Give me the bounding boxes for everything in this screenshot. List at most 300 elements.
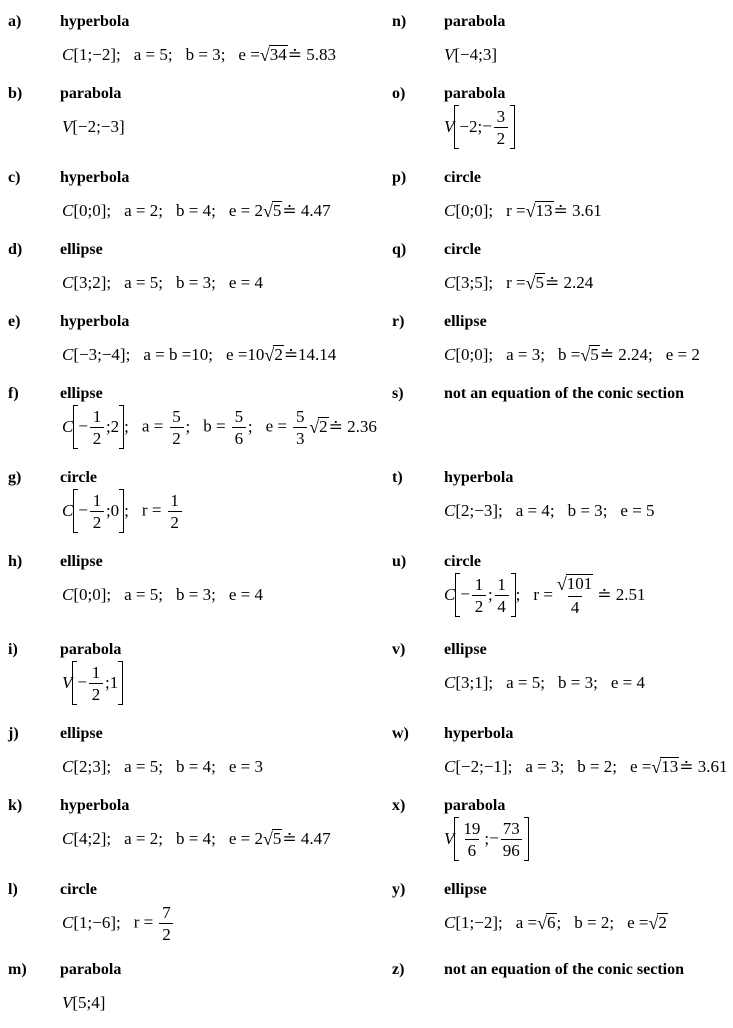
math-token-1-semi: ;: [105, 417, 111, 436]
math-token-6: ;: [211, 585, 216, 604]
math-token-0: C: [62, 585, 74, 604]
math-token-1-y: [111, 501, 120, 521]
conic-type: hyperbola: [60, 13, 130, 30]
math-token-3: a = 5: [124, 757, 159, 776]
math-token-7: e = 4: [610, 673, 645, 692]
conic-parameters: [444, 258, 593, 308]
conic-type: parabola: [444, 797, 506, 814]
conic-parameters: [62, 570, 263, 620]
math-token-7: ;: [609, 913, 615, 932]
math-token-8-rad: √: [309, 416, 320, 437]
math-token-3-rhs-frac: [168, 492, 182, 531]
math-token-6: ;: [247, 417, 253, 436]
math-token-1-y-den: 2: [494, 127, 508, 147]
math-token-1-x-den: 2: [472, 595, 486, 615]
math-token-2: ;: [106, 757, 112, 776]
math-token-3: a = b =10: [143, 345, 209, 364]
math-token-3: a = 2: [124, 829, 159, 848]
math-token-6: [264, 345, 283, 366]
math-token-1-y-sign: −: [482, 115, 492, 135]
conic-parameters: [444, 486, 655, 536]
math-token-1: [72, 661, 123, 705]
math-token-1-x: [460, 576, 488, 615]
math-token-1-x: [459, 820, 484, 859]
math-token-0: V: [62, 117, 73, 136]
math-token-1-x: [78, 408, 106, 447]
math-token-1-y-val: 1: [109, 673, 119, 692]
conic-type: not an equation of the conic section: [444, 961, 684, 978]
item-letter: t): [392, 469, 403, 486]
math-token-0: C: [62, 913, 74, 932]
conic-parameters: [444, 742, 728, 792]
conic-type: ellipse: [444, 881, 487, 898]
math-token-3-rhs-num: 7: [162, 902, 171, 922]
math-token-3: a = 5: [124, 273, 159, 292]
conic-parameters: [444, 814, 529, 864]
item-letter: m): [8, 961, 27, 978]
conic-parameters: [444, 898, 668, 948]
conic-type: circle: [60, 469, 98, 486]
math-token-0: C: [444, 501, 456, 520]
math-token-1: [−3;−4]: [73, 345, 126, 364]
math-token-8-rad: √: [259, 44, 270, 65]
math-token-0: C: [444, 585, 456, 604]
math-token-3: [142, 408, 186, 447]
conic-type: parabola: [444, 85, 506, 102]
math-token-8-radicand: 2: [319, 417, 328, 437]
conic-type: parabola: [60, 85, 122, 102]
conic-parameters: [444, 658, 645, 708]
math-token-5: [203, 408, 248, 447]
math-token-8-radicand: 34: [269, 45, 287, 65]
conic-type: circle: [444, 553, 482, 570]
conic-parameters: [444, 102, 515, 152]
math-token-7-lhs: e =: [265, 415, 292, 435]
conic-parameters: [62, 658, 123, 708]
math-token-8-radicand: 5: [272, 201, 282, 221]
item-letter: a): [8, 13, 22, 30]
math-token-3-rhs-den: 2: [159, 923, 173, 943]
math-token-4-rad: √: [537, 912, 547, 933]
math-token-1: [3;2]: [73, 273, 107, 292]
math-token-1-y-den: 96: [502, 840, 520, 860]
math-token-0: C: [62, 417, 74, 436]
math-token-1-y-val: 2: [110, 417, 120, 436]
math-token-2: ;: [488, 201, 494, 220]
math-token-1-semi: ;: [477, 117, 483, 136]
math-token-1-y: [110, 673, 119, 693]
math-token-1-x-den: 2: [90, 427, 104, 447]
math-token-1-semi: ;: [104, 673, 110, 692]
item-letter: r): [392, 313, 405, 330]
math-token-1-x: [77, 664, 105, 703]
math-token-3-rhs-den: 2: [170, 427, 184, 447]
math-token-7: e = 5: [620, 501, 655, 520]
math-token-9: ≐ 5.83: [287, 45, 336, 64]
math-token-4: ;: [158, 585, 163, 604]
math-token-1: [1;−2]: [455, 913, 498, 932]
item-letter: j): [8, 725, 19, 742]
math-token-1-x-frac: [461, 820, 482, 859]
math-token-1-y-num: 73: [502, 818, 520, 838]
conic-parameters: [62, 186, 331, 236]
math-token-0: C: [62, 757, 74, 776]
conic-type: hyperbola: [60, 313, 130, 330]
math-token-1-y-den: 4: [495, 595, 509, 615]
conic-parameters: [444, 186, 602, 236]
item-letter: o): [392, 85, 406, 102]
math-token-2: ;: [488, 673, 494, 692]
math-token-4-rad: √: [556, 574, 567, 594]
math-token-3: a = 2: [124, 201, 159, 220]
math-token-9-rad: √: [648, 912, 659, 933]
math-token-3-lhs: r =: [141, 499, 166, 519]
math-token-1-x-val: 2: [468, 117, 478, 136]
math-token-9: [648, 913, 667, 934]
math-token-4: ;: [167, 45, 173, 64]
math-token-4: ;: [540, 673, 545, 692]
math-token-7: e =: [630, 757, 652, 776]
math-token-4: [526, 201, 554, 222]
conic-parameters: [62, 898, 175, 948]
math-token-3-lhs: r =: [133, 911, 158, 931]
math-token-9: ≐ 4.47: [282, 201, 331, 220]
math-token-1-x-sign: −: [78, 499, 88, 519]
math-token-2: ;: [497, 501, 503, 520]
conic-type: circle: [444, 241, 482, 258]
math-token-6: ;: [593, 673, 598, 692]
math-token-6: [580, 345, 599, 366]
item-letter: g): [8, 469, 22, 486]
math-token-5: b = 3: [558, 673, 594, 692]
conic-parameters: [62, 330, 336, 380]
math-token-0: C: [444, 345, 456, 364]
math-token-0: C: [444, 201, 456, 220]
math-token-5: ≐ 3.61: [553, 201, 602, 220]
math-token-4: ;: [158, 201, 163, 220]
math-token-6: b = 2: [574, 913, 610, 932]
math-token-7: e = 2: [228, 201, 263, 220]
math-token-8: [263, 201, 282, 222]
item-letter: k): [8, 797, 23, 814]
math-token-0: C: [62, 45, 74, 64]
math-token-3-rhs: [168, 406, 186, 448]
math-token-1: [4;2]: [73, 829, 107, 848]
math-token-3-rhs-num: 5: [172, 406, 181, 426]
math-token-5: b = 2: [577, 757, 613, 776]
math-token-1: [73, 405, 124, 449]
math-token-4-num: [555, 574, 595, 596]
math-token-1: [455, 573, 515, 617]
math-token-3: a = 5: [124, 585, 159, 604]
item-letter: y): [392, 881, 406, 898]
math-token-1-x-frac: [90, 492, 104, 531]
math-token-3: a = 5: [506, 673, 541, 692]
math-token-4: ;: [158, 757, 163, 776]
conic-type: parabola: [60, 641, 122, 658]
math-token-5: e =10: [226, 345, 265, 364]
math-token-4: [526, 273, 545, 294]
math-token-3-lhs: a =: [141, 415, 168, 435]
math-token-1: [0;0]: [73, 585, 107, 604]
math-token-3-rhs: [157, 902, 175, 944]
math-token-1-y: [493, 576, 511, 615]
math-token-6: ;: [602, 501, 608, 520]
math-token-5: ;: [556, 913, 562, 932]
math-token-1-y-sign: −: [489, 827, 499, 847]
math-token-3: r =: [533, 585, 553, 604]
math-token-6: ;: [220, 45, 226, 64]
item-letter: c): [8, 169, 21, 186]
conic-type: hyperbola: [444, 469, 514, 486]
conic-parameters: [62, 814, 331, 864]
math-token-3-rhs-num: 1: [170, 490, 179, 510]
math-token-4-radicand: 5: [535, 273, 545, 293]
math-token-9: ≐ 3.61: [679, 757, 728, 776]
math-token-2: ;: [115, 45, 121, 64]
math-token-2: ;: [125, 345, 131, 364]
math-token-0: V: [444, 117, 455, 136]
math-token-4: ;: [208, 345, 214, 364]
math-token-5: b = 4: [176, 757, 212, 776]
math-token-0: V: [444, 45, 455, 64]
math-token-1-semi: ;: [487, 585, 493, 604]
conic-parameters: [62, 742, 263, 792]
math-token-3: r =: [506, 201, 526, 220]
item-letter: x): [392, 797, 406, 814]
math-token-3-rhs-den: 2: [168, 511, 182, 531]
math-token-0: C: [444, 673, 456, 692]
math-token-4: ;: [549, 501, 555, 520]
item-letter: f): [8, 385, 19, 402]
math-token-1-x: [78, 492, 106, 531]
item-letter: s): [392, 385, 404, 402]
math-token-1-y-val: 0: [110, 501, 120, 520]
math-token-4-frac: [555, 574, 595, 616]
math-token-5-rhs-den: 6: [232, 427, 246, 447]
math-token-3-rhs-frac: [159, 904, 173, 943]
math-token-7-rhs: [291, 406, 309, 448]
math-token-1: [0;0]: [455, 345, 489, 364]
conic-type: circle: [444, 169, 482, 186]
math-token-7: e = 3: [228, 757, 263, 776]
math-token-0: C: [62, 273, 74, 292]
item-letter: b): [8, 85, 23, 102]
conic-parameters: [62, 30, 336, 80]
math-token-7: e = 4: [228, 273, 263, 292]
math-token-4: ;: [540, 345, 545, 364]
math-token-1: [−4;3]: [454, 45, 498, 64]
math-token-4-radicand: 6: [547, 913, 556, 933]
conic-type: ellipse: [60, 725, 103, 742]
conic-parameters: [62, 486, 184, 536]
item-letter: u): [392, 553, 407, 570]
math-token-1-y-frac: [494, 108, 508, 147]
item-letter: l): [8, 881, 18, 898]
conic-parameters: [62, 258, 263, 308]
math-token-0: V: [444, 829, 455, 848]
math-token-2: ;: [497, 913, 503, 932]
conic-parameters: [62, 102, 125, 152]
math-token-7: ≐ 2.24: [599, 345, 648, 364]
math-token-2: ;: [507, 757, 513, 776]
math-token-1-x-den: 6: [465, 839, 479, 859]
math-token-1: [3;5]: [455, 273, 489, 292]
math-token-5: b = 4: [176, 829, 212, 848]
math-token-2: ;: [124, 417, 129, 436]
math-token-4-den: 4: [568, 596, 582, 616]
math-token-5: b =: [558, 345, 581, 364]
math-token-6: ;: [211, 273, 216, 292]
math-token-5: ≐ 2.51: [597, 585, 646, 604]
conic-parameters: [62, 978, 105, 1028]
math-token-7: e = 4: [228, 585, 263, 604]
math-token-5: b = 3: [185, 45, 221, 64]
conic-type: hyperbola: [60, 797, 130, 814]
math-token-1-x-num: 19: [463, 818, 481, 838]
math-token-4: ;: [158, 273, 163, 292]
conic-parameters: [62, 402, 377, 452]
math-token-5: b = 3: [567, 501, 603, 520]
math-token-1-y-num: 1: [497, 574, 506, 594]
math-token-5: b = 4: [176, 201, 212, 220]
math-token-7: e =: [238, 45, 260, 64]
conic-type: ellipse: [60, 553, 103, 570]
conic-type: circle: [60, 881, 98, 898]
math-token-6: ;: [211, 829, 216, 848]
math-token-0: C: [62, 345, 74, 364]
math-token-1-y: [489, 820, 524, 859]
math-token-5: b = 3: [176, 273, 212, 292]
math-token-1-y: [482, 108, 510, 147]
math-token-2: ;: [124, 501, 129, 520]
math-token-8: e =: [627, 913, 649, 932]
math-token-1: [5;4]: [72, 993, 106, 1012]
math-token-1: [−2;−3]: [72, 117, 125, 136]
math-token-7: e = 2: [228, 829, 263, 848]
math-token-0: C: [444, 913, 456, 932]
math-token-4: [537, 913, 556, 934]
math-token-1: [0;0]: [455, 201, 489, 220]
math-token-2: ;: [106, 273, 112, 292]
math-token-8: [263, 829, 282, 850]
math-token-3: a = 3: [506, 345, 541, 364]
math-token-1-x-num: 1: [92, 406, 102, 426]
math-token-5-rhs-frac: [232, 408, 246, 447]
conic-type: ellipse: [60, 385, 103, 402]
math-token-7-rhs-num: 5: [296, 406, 305, 426]
conic-type: hyperbola: [60, 169, 130, 186]
math-token-3: a = 3: [525, 757, 560, 776]
math-token-6-rad: √: [580, 344, 591, 365]
math-token-5: b = 3: [176, 585, 212, 604]
conic-type: ellipse: [60, 241, 103, 258]
math-token-0: C: [62, 829, 74, 848]
math-token-1: [3;1]: [455, 673, 489, 692]
math-token-1-x-sign: −: [460, 583, 470, 603]
math-token-7-rhs-frac: [293, 408, 307, 447]
math-token-0: C: [444, 273, 456, 292]
math-token-1-x-sign: −: [78, 415, 88, 435]
conic-type: parabola: [444, 13, 506, 30]
math-token-8-radicand: 13: [661, 757, 679, 777]
math-token-1: [2;3]: [73, 757, 107, 776]
math-token-3-rhs-frac: [170, 408, 184, 447]
math-token-2: ;: [488, 345, 494, 364]
math-token-5-lhs: b =: [203, 415, 230, 435]
math-token-8-rad: √: [651, 756, 662, 777]
math-token-8: [309, 417, 328, 438]
math-token-9: ≐ 2.36: [328, 417, 377, 436]
item-letter: w): [392, 725, 409, 742]
math-token-4: ;: [158, 829, 163, 848]
math-token-5-rhs: [230, 406, 248, 448]
math-token-1: [454, 105, 514, 149]
math-token-4-radicand: 13: [535, 201, 553, 221]
math-token-1: [1;−2]: [73, 45, 116, 64]
math-token-5: ≐ 2.24: [545, 273, 594, 292]
math-token-6: ;: [211, 201, 216, 220]
item-letter: d): [8, 241, 23, 258]
conic-type: ellipse: [444, 641, 487, 658]
math-token-3: [142, 492, 184, 531]
math-token-1: [73, 489, 124, 533]
math-token-1-semi: ;: [484, 829, 490, 848]
math-token-5-rhs-num: 5: [234, 406, 244, 426]
math-token-4: ;: [559, 757, 565, 776]
math-token-3: a =: [515, 913, 538, 932]
math-token-8: ;: [647, 345, 653, 364]
math-token-1-x-frac: [472, 576, 486, 615]
math-token-2: ;: [115, 913, 121, 932]
math-token-1-x-den: 2: [90, 511, 104, 531]
math-token-6-radicand: 5: [590, 345, 599, 365]
math-token-8: [260, 45, 288, 66]
item-letter: e): [8, 313, 21, 330]
item-letter: n): [392, 13, 407, 30]
math-token-3: [134, 904, 176, 943]
math-token-0: C: [62, 201, 74, 220]
item-letter: i): [8, 641, 18, 658]
item-letter: q): [392, 241, 407, 258]
math-token-8-rad: √: [262, 828, 273, 849]
math-token-4-rad: √: [525, 272, 536, 293]
math-token-1-x-sign: −: [77, 671, 87, 691]
math-token-1-y-frac: [501, 820, 522, 859]
math-token-0: V: [62, 673, 73, 692]
math-token-1-y-frac: [495, 576, 509, 615]
conic-parameters: [444, 570, 646, 620]
conic-type: not an equation of the conic section: [444, 385, 684, 402]
math-token-1-x-num: 1: [92, 490, 102, 510]
math-token-4-rad: √: [525, 200, 536, 221]
math-token-4-radicand: 101: [566, 574, 593, 594]
math-token-7-rhs-den: 3: [293, 427, 307, 447]
math-token-4: ;: [185, 417, 191, 436]
math-token-3: a = 5: [133, 45, 168, 64]
math-token-1: [454, 817, 528, 861]
math-token-1-y-num: 3: [496, 106, 506, 126]
item-letter: z): [392, 961, 405, 978]
math-token-3-rhs: [166, 490, 184, 532]
math-token-3: a = 4: [515, 501, 550, 520]
math-token-1-x-den: 2: [89, 683, 103, 703]
math-token-1-x-sign: −: [459, 117, 469, 136]
math-token-9: ≐ 4.47: [282, 829, 331, 848]
math-token-8-rad: √: [262, 200, 273, 221]
math-token-1-x-num: 1: [474, 574, 484, 594]
conic-type: hyperbola: [444, 725, 514, 742]
